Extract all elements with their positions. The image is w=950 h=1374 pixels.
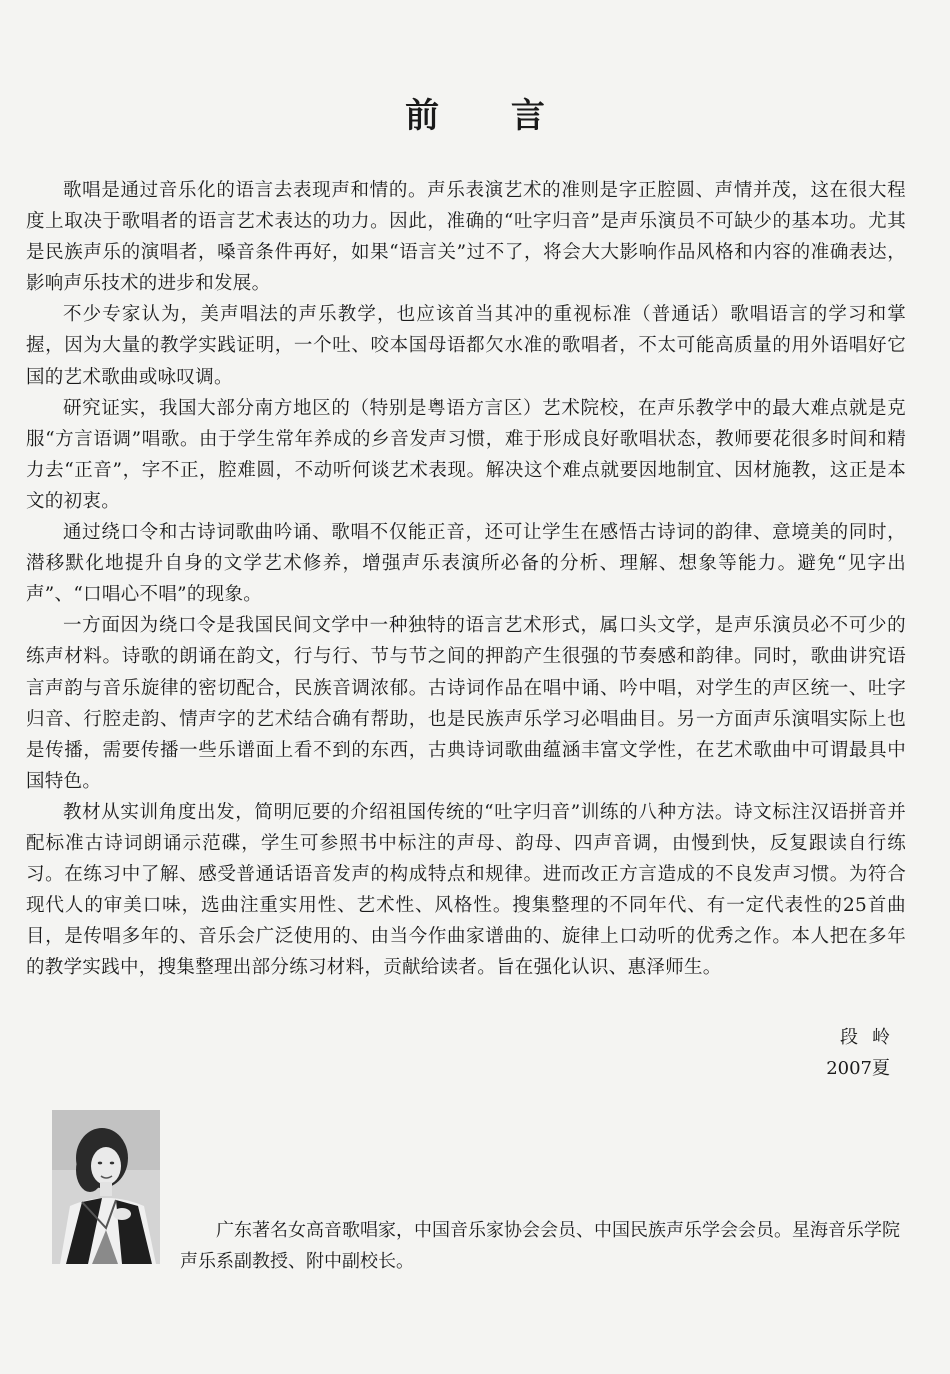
page-title: 前 言 bbox=[405, 96, 575, 136]
paragraph: 不少专家认为，美声唱法的声乐教学，也应该首当其冲的重视标准（普通话）歌唱语言的学习和掌握，因为大量的教学实践证明，一个吐、咬本国母语都欠水准的歌唱者，不太可能高质量的用外语唱好它国的艺术歌曲或咏叹调。 bbox=[26, 304, 906, 388]
paragraph: 歌唱是通过音乐化的语言去表现声和情的。声乐表演艺术的准则是字正腔圆、声情并茂，这在很大程度上取决于歌唱者的语言艺术表达的功力。因此，准确的“吐字归音”是声乐演员不可缺少的基本功。尤其是民族声乐的演唱者，嗓音条件再好，如果“语言关”过不了，将会大大影响作品风格和内容的准确表达，影响声乐技术的进步和发展。 bbox=[26, 180, 906, 295]
signature-block bbox=[826, 1022, 904, 1084]
author-bio: 广东著名女高音歌唱家，中国音乐家协会会员、中国民族声乐学会会员。星海音乐学院声乐系副教授、附中副校长。 bbox=[180, 1220, 900, 1272]
author-name: 段岭 bbox=[840, 1027, 904, 1048]
preface-body bbox=[26, 175, 906, 983]
paragraph: 教材从实训角度出发，简明厄要的介绍祖国传统的“吐字归音”训练的八种方法。诗文标注汉语拼音并配标准古诗词朗诵示范碟，学生可参照书中标注的声母、韵母、四声音调，由慢到快，反复跟读自行练习。在练习中了解、感受普通话语音发声的构成特点和规律。进而改正方言造成的不良发声习惯。为符合现代人的审美口味，选曲注重实用性、艺术性、风格性。搜集整理的不同年代、有一定代表性的25首曲目，是传唱多年的、音乐会广泛使用的、由当今作曲家谱曲的、旋律上口动听的优秀之作。本人把在多年的教学实践中，搜集整理出部分练习材料，贡献给读者。旨在强化认识、惠泽师生。 bbox=[26, 801, 906, 979]
signature-date: 2007夏 bbox=[826, 1058, 890, 1079]
paragraph: 研究证实，我国大部分南方地区的（特别是粤语方言区）艺术院校，在声乐教学中的最大难点就是克服“方言语调”唱歌。由于学生常年养成的乡音发声习惯，难于形成良好歌唱状态，教师要花很多时间和精力去“正音”，字不正，腔难圆，不动听何谈艺术表现。解决这个难点就要因地制宜、因材施教，这正是本文的初衷。 bbox=[26, 397, 906, 512]
paragraph: 一方面因为绕口令是我国民间文学中一种独特的语言艺术形式，属口头文学，是声乐演员必不可少的练声材料。诗歌的朗诵在韵文，行与行、节与节之间的押韵产生很强的节奏感和韵律。同时，歌曲讲究语言声韵与音乐旋律的密切配合，民族音调浓郁。古诗词作品在唱中诵、吟中唱，对学生的声区统一、吐字归音、行腔走韵、情声字的艺术结合确有帮助，也是民族声乐学习必唱曲目。另一方面声乐演唱实际上也是传播，需要传播一些乐谱面上看不到的东西，古典诗词歌曲蕴涵丰富文学性，在艺术歌曲中可谓最具中国特色。 bbox=[26, 615, 906, 792]
paragraph: 通过绕口令和古诗词歌曲吟诵、歌唱不仅能正音，还可让学生在感悟古诗词的韵律、意境美的同时，潜移默化地提升自身的文学艺术修养，增强声乐表演所必备的分析、理解、想象等能力。避免“见字出声”、“口唱心不唱”的现象。 bbox=[26, 522, 906, 606]
author-portrait bbox=[52, 1110, 160, 1264]
